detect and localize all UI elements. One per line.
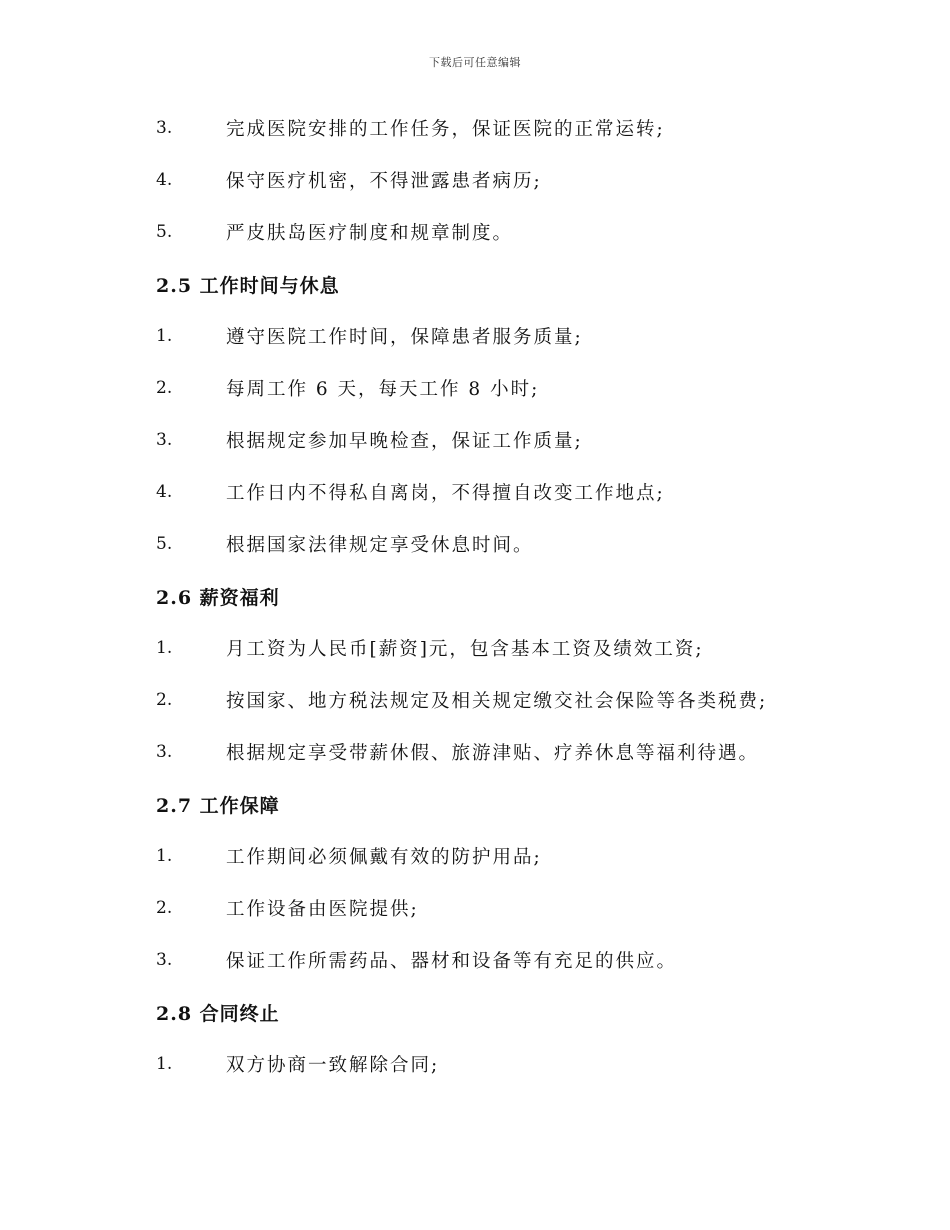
list-text: 根据规定参加早晚检查，保证工作质量; xyxy=(226,431,583,452)
list-item xyxy=(156,466,836,518)
list-text: 保证工作所需药品、器材和设备等有充足的供应。 xyxy=(226,951,678,972)
list-number: 3. xyxy=(156,430,173,450)
section-heading-2-8: 2.8 合同终止 xyxy=(156,1002,280,1025)
list-text: 每周工作 6 天，每天工作 8 小时; xyxy=(226,379,540,400)
section-heading-2-6: 2.6 薪资福利 xyxy=(156,586,280,609)
list-text: 遵守医院工作时间，保障患者服务质量; xyxy=(226,327,583,348)
document-content xyxy=(156,102,836,1090)
list-number: 5. xyxy=(156,534,173,554)
list-number: 3. xyxy=(156,950,173,970)
list-number: 4. xyxy=(156,482,173,502)
list-item xyxy=(156,154,836,206)
list-item xyxy=(156,674,836,726)
list-text: 严皮肤岛医疗制度和规章制度。 xyxy=(226,223,514,244)
list-text: 根据规定享受带薪休假、旅游津贴、疗养休息等福利待遇。 xyxy=(226,743,760,764)
list-item xyxy=(156,102,836,154)
list-number: 3. xyxy=(156,742,173,762)
list-item xyxy=(156,934,836,986)
list-item xyxy=(156,830,836,882)
list-text: 完成医院安排的工作任务，保证医院的正常运转; xyxy=(226,119,665,140)
list-number: 2. xyxy=(156,898,173,918)
header-note: 下载后可任意编辑 xyxy=(429,56,521,69)
section-heading-2-7: 2.7 工作保障 xyxy=(156,794,280,817)
list-number: 2. xyxy=(156,378,173,398)
list-item xyxy=(156,518,836,570)
list-item xyxy=(156,362,836,414)
list-item xyxy=(156,622,836,674)
list-number: 5. xyxy=(156,222,173,242)
list-text: 月工资为人民币[薪资]元，包含基本工资及绩效工资; xyxy=(226,639,704,660)
list-item xyxy=(156,310,836,362)
list-number: 1. xyxy=(156,638,173,658)
list-number: 3. xyxy=(156,118,173,138)
list-text: 工作期间必须佩戴有效的防护用品; xyxy=(226,847,542,868)
list-text: 根据国家法律规定享受休息时间。 xyxy=(226,535,534,556)
list-text: 保守医疗机密，不得泄露患者病历; xyxy=(226,171,542,192)
list-text: 工作日内不得私自离岗，不得擅自改变工作地点; xyxy=(226,483,665,504)
list-text: 双方协商一致解除合同; xyxy=(226,1055,440,1076)
list-item xyxy=(156,414,836,466)
list-number: 1. xyxy=(156,326,173,346)
list-item xyxy=(156,726,836,778)
list-number: 2. xyxy=(156,690,173,710)
list-number: 1. xyxy=(156,1054,173,1074)
list-text: 按国家、地方税法规定及相关规定缴交社会保险等各类税费; xyxy=(226,691,768,712)
list-item xyxy=(156,206,836,258)
list-text: 工作设备由医院提供; xyxy=(226,899,419,920)
list-item xyxy=(156,882,836,934)
list-item xyxy=(156,1038,836,1090)
list-number: 4. xyxy=(156,170,173,190)
list-number: 1. xyxy=(156,846,173,866)
section-heading-2-5: 2.5 工作时间与休息 xyxy=(156,274,340,297)
